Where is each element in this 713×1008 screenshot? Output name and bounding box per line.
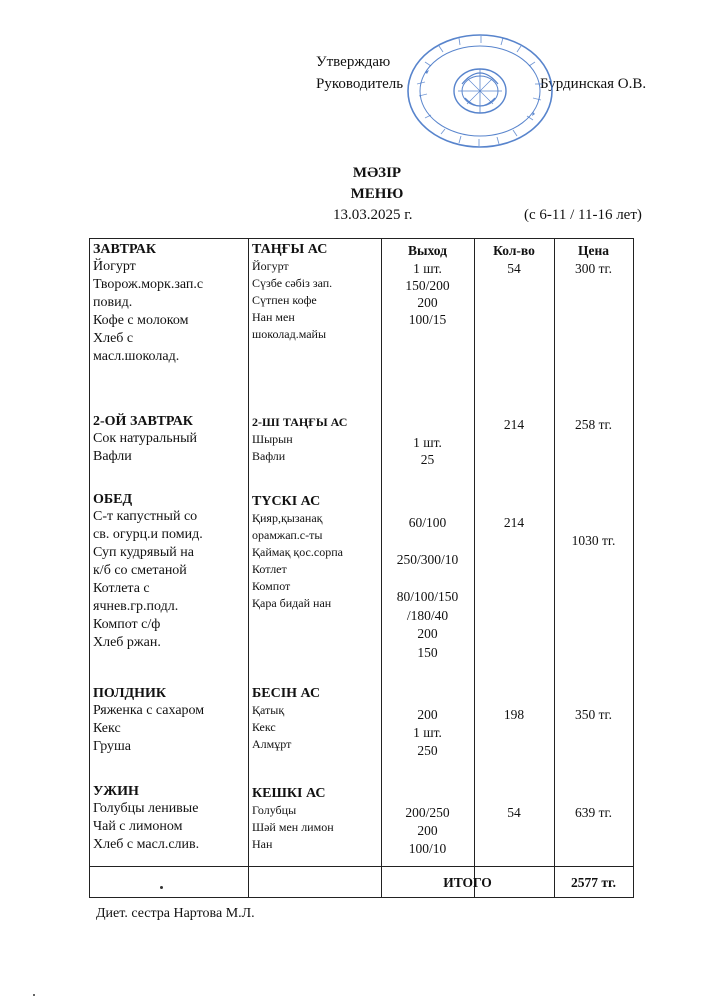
meal-ru-title: ПОЛДНИК bbox=[93, 686, 167, 701]
meal-ru-item: Кекс bbox=[93, 721, 121, 736]
meal-kk-item: Шырын bbox=[252, 432, 293, 446]
meal-kk-item: Компот bbox=[252, 579, 291, 593]
meal-ru-item: св. огурц.и помид. bbox=[93, 527, 203, 542]
meal-ru-item: Сок натуральный bbox=[93, 431, 198, 446]
output-value: 1 шт. bbox=[413, 725, 442, 740]
official-stamp bbox=[405, 32, 555, 150]
meal-ru-item: Хлеб ржан. bbox=[93, 635, 161, 650]
meal-kk-title: КЕШКІ АС bbox=[252, 786, 326, 801]
meal-kk-title: ТАҢҒЫ АС bbox=[252, 242, 328, 257]
meal-ru-item: Суп кудрявый на bbox=[93, 545, 194, 560]
meal-kk-item: Голубцы bbox=[252, 803, 297, 817]
meal-kk-snack bbox=[252, 686, 378, 753]
meal-qty-lunch: 214 bbox=[503, 515, 525, 530]
output-value: 1 шт. bbox=[413, 435, 442, 450]
meal-ru-item: Хлеб с масл.слив. bbox=[93, 837, 200, 852]
meal-qty-breakfast: 54 bbox=[507, 261, 521, 276]
emblem-icon bbox=[405, 32, 555, 150]
meal-ru-second-breakfast bbox=[93, 414, 245, 466]
meal-ru-item: Груша bbox=[93, 739, 132, 754]
header-price: Цена bbox=[577, 243, 610, 258]
output-value: 200 bbox=[417, 295, 438, 310]
meal-kk-item: Нан мен bbox=[252, 310, 295, 324]
meal-output-lunch bbox=[381, 514, 474, 662]
header-output: Выход bbox=[408, 243, 447, 258]
meal-ru-item: повид. bbox=[93, 295, 133, 310]
output-value bbox=[381, 570, 474, 589]
meal-kk-item: орамжап.с-ты bbox=[252, 528, 323, 542]
meal-kk-item: Қияр,қызанақ bbox=[252, 511, 323, 525]
meal-ru-lunch bbox=[93, 492, 245, 652]
ink-dot bbox=[33, 994, 35, 996]
meal-ru-item: Йогурт bbox=[93, 259, 136, 274]
meal-kk-item: Кекс bbox=[252, 720, 276, 734]
meal-kk-item: Вафли bbox=[252, 449, 286, 463]
dietitian-signature: Диет. сестра Нартова М.Л. bbox=[96, 906, 255, 921]
output-value: 100/15 bbox=[408, 312, 447, 327]
menu-date: 13.03.2025 г. bbox=[333, 207, 413, 223]
meal-ru-title: ОБЕД bbox=[93, 492, 133, 507]
meal-kk-item: Сүзбе сәбіз зап. bbox=[252, 276, 333, 290]
meal-output-snack bbox=[381, 706, 474, 760]
output-value: 150/200 bbox=[405, 278, 450, 293]
output-value: 250 bbox=[417, 743, 438, 758]
meal-kk-breakfast bbox=[252, 242, 378, 343]
output-value: /180/40 bbox=[406, 607, 449, 623]
output-value: 250/300/10 bbox=[396, 552, 459, 567]
meal-kk-title: БЕСІН АС bbox=[252, 686, 321, 701]
meal-price-breakfast: 300 тг. bbox=[575, 261, 612, 276]
meal-kk-item: Қара бидай нан bbox=[252, 596, 332, 610]
meal-price-second-breakfast: 258 тг. bbox=[575, 417, 612, 432]
meal-price-dinner: 639 тг. bbox=[575, 805, 612, 820]
meal-kk-item: Шәй мен лимон bbox=[252, 820, 334, 834]
meal-kk-item: шоколад.майы bbox=[252, 327, 327, 341]
total-value: 2577 тг. bbox=[571, 875, 616, 890]
meal-ru-item: Чай с лимоном bbox=[93, 819, 183, 834]
output-value: 200 bbox=[417, 707, 438, 722]
meal-kk-item: Алмұрт bbox=[252, 737, 292, 751]
menu-table bbox=[89, 238, 634, 898]
ink-dot bbox=[160, 886, 163, 889]
meal-ru-item: С-т капустный со bbox=[93, 509, 198, 524]
meal-ru-item: ячнев.гр.подл. bbox=[93, 599, 179, 614]
output-value: 200/250 bbox=[405, 805, 450, 820]
output-value: 100/10 bbox=[408, 841, 447, 856]
title-kk: МӘЗІР bbox=[352, 165, 402, 181]
meal-kk-item: Нан bbox=[252, 837, 273, 851]
meal-kk-item: Сүтпен кофе bbox=[252, 293, 317, 307]
meal-ru-breakfast bbox=[93, 242, 245, 366]
meal-kk-title: 2-ШІ ТАҢҒЫ АС bbox=[252, 415, 348, 429]
meal-price-snack: 350 тг. bbox=[575, 707, 612, 722]
meal-kk-item: Қаймақ қос.сорпа bbox=[252, 545, 343, 559]
meal-ru-item: Котлета с bbox=[93, 581, 150, 596]
meal-kk-lunch bbox=[252, 494, 378, 612]
meal-ru-item: масл.шоколад. bbox=[93, 349, 180, 364]
approve-label: Утверждаю bbox=[316, 54, 391, 70]
approver-name: Бурдинская О.В. bbox=[540, 76, 647, 92]
meal-kk-item: Котлет bbox=[252, 562, 287, 576]
output-value: 60/100 bbox=[408, 515, 447, 530]
header-qty: Кол-во bbox=[493, 243, 535, 258]
output-value: 150 bbox=[417, 644, 438, 660]
meal-qty-dinner: 54 bbox=[507, 805, 521, 820]
meal-output-breakfast bbox=[381, 260, 474, 328]
meal-ru-snack bbox=[93, 686, 245, 756]
meal-output-dinner bbox=[381, 804, 474, 858]
meal-ru-title: ЗАВТРАК bbox=[93, 242, 157, 257]
meal-qty-snack: 198 bbox=[503, 707, 525, 722]
meal-ru-item: Ряженка с сахаром bbox=[93, 703, 205, 718]
meal-kk-title: ТҮСКІ АС bbox=[252, 494, 321, 509]
meal-ru-title: 2-ОЙ ЗАВТРАК bbox=[93, 414, 193, 429]
meal-kk-item: Йогурт bbox=[252, 259, 289, 273]
output-value: 200 bbox=[417, 626, 438, 641]
meal-ru-dinner bbox=[93, 784, 245, 854]
meal-ru-item: Кофе с молоком bbox=[93, 313, 189, 328]
meal-ru-item: Вафли bbox=[93, 449, 132, 464]
output-value: 80/100/150 bbox=[396, 589, 459, 604]
meal-output-second-breakfast bbox=[381, 434, 474, 468]
meal-ru-title: УЖИН bbox=[93, 784, 139, 799]
meal-ru-item: Компот с/ф bbox=[93, 617, 161, 632]
meal-kk-second-breakfast bbox=[252, 414, 378, 465]
meal-price-lunch: 1030 тг. bbox=[571, 533, 616, 548]
output-value bbox=[381, 533, 474, 552]
meal-qty-second-breakfast: 214 bbox=[503, 417, 525, 432]
meal-ru-item: Голубцы ленивые bbox=[93, 801, 199, 816]
output-value: 1 шт. bbox=[413, 261, 442, 276]
meal-ru-item: Хлеб с bbox=[93, 331, 134, 346]
meal-ru-item: Творож.морк.зап.с bbox=[93, 277, 204, 292]
age-range: (с 6-11 / 11-16 лет) bbox=[524, 207, 642, 223]
total-label: ИТОГО bbox=[443, 875, 492, 890]
meal-kk-item: Қатық bbox=[252, 703, 285, 717]
meal-kk-dinner bbox=[252, 786, 378, 853]
meal-ru-item: к/б со сметаной bbox=[93, 563, 187, 578]
output-value: 25 bbox=[420, 452, 435, 467]
approver-position: Руководитель bbox=[316, 76, 404, 92]
output-value: 200 bbox=[417, 823, 438, 838]
title-ru: МЕНЮ bbox=[350, 186, 404, 202]
